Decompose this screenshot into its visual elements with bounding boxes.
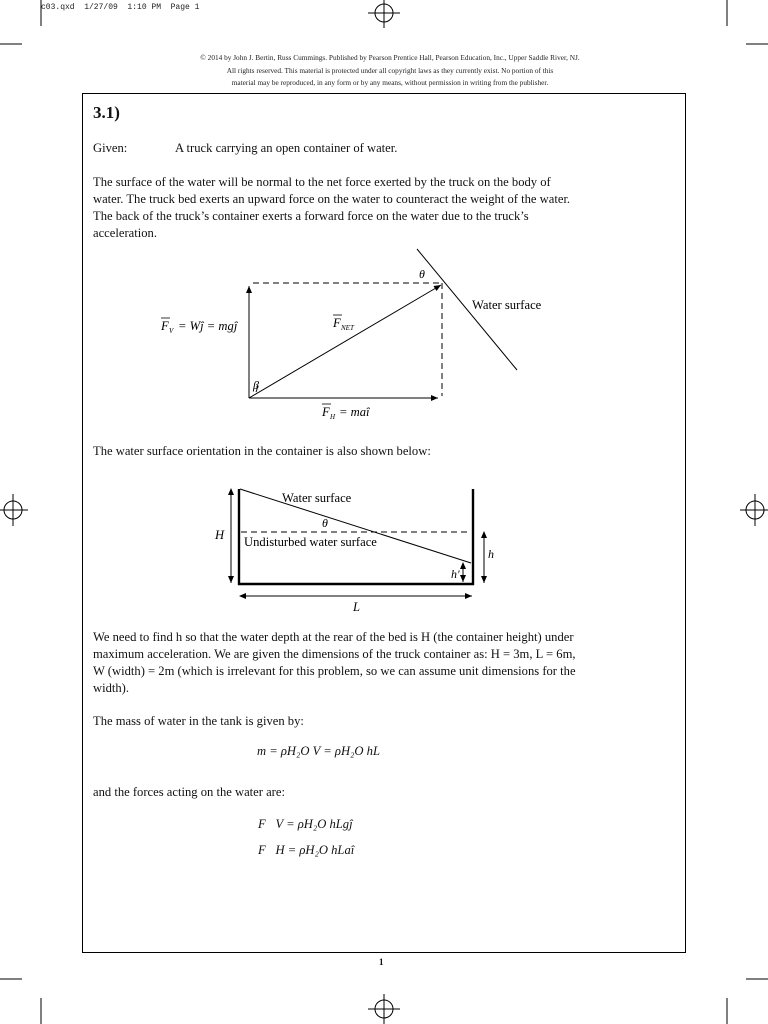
theta-label: θ: [419, 267, 425, 281]
svg-text:V: V: [169, 327, 174, 335]
water-surface-label: Water surface: [472, 298, 542, 312]
paragraph-line: acceleration.: [93, 226, 157, 240]
copyright-line: material may be reproduced, in any form or by any means, without permission in writing from the publisher.: [231, 78, 549, 87]
water-surface-line: [240, 489, 471, 563]
hprime-label: h': [451, 567, 460, 581]
svg-text:H: H: [330, 413, 336, 421]
paragraph-line: We need to find h so that the water depth at the rear of the bed is H (the container height) under: [93, 630, 574, 644]
svg-text:F: F: [322, 405, 330, 419]
paragraph-line: The surface of the water will be normal to the net force exerted by the truck on the body of: [93, 175, 551, 189]
h-label: h: [488, 547, 494, 561]
L-label: L: [353, 600, 361, 614]
water-surface-label: Water surface: [282, 491, 352, 505]
file-slug: c03.qxd 1/27/09 1:10 PM Page 1: [41, 3, 200, 12]
paragraph-mass: The mass of water in the tank is given by:: [93, 714, 304, 728]
svg-text:NET: NET: [341, 324, 354, 332]
paragraph-problem: [93, 629, 576, 697]
paragraph-line: W (width) = 2m (which is irrelevant for this problem, so we can assume unit dimensions for the: [93, 664, 576, 678]
svg-text:= maî: = maî: [339, 405, 370, 419]
paragraph-orientation: The water surface orientation in the container is also shown below:: [93, 444, 431, 458]
svg-text:F: F: [333, 316, 341, 330]
H-label: H: [215, 528, 225, 542]
beta-label: β: [253, 378, 259, 392]
given-label: Given:: [93, 141, 128, 155]
copyright-line: All rights reserved. This material is protected under all copyright laws as they currently exist. No portion of this: [226, 65, 554, 75]
page-number: 1: [379, 957, 384, 967]
section-title: 3.1): [93, 103, 120, 122]
paragraph-line: water. The truck bed exerts an upward force on the water to counteract the weight of the water.: [93, 192, 571, 206]
paragraph-line: The back of the truck’s container exerts a forward force on the water due to the truck’s: [93, 209, 529, 223]
equation-mass: m = ρH₂O V = ρH₂O hL: [257, 744, 380, 758]
given-text: A truck carrying an open container of water.: [175, 141, 398, 155]
svg-text:F: F: [161, 319, 169, 333]
paragraph-line: maximum acceleration. We are given the dimensions of the truck container as: H = 3m, L = 6m,: [93, 647, 576, 661]
paragraph-line: width).: [93, 681, 130, 695]
undisturbed-label: Undisturbed water surface: [244, 535, 377, 549]
equation-fv: F⃗V = ρH₂O hLgĵ: [258, 817, 353, 831]
theta-label: θ: [322, 516, 328, 530]
paragraph-forces: and the forces acting on the water are:: [93, 785, 285, 799]
copyright-line: © 2014 by John J. Bertin, Russ Cummings. Published by Pearson Prentice Hall, Pearson Education, Inc., Upper Saddle River, NJ.: [200, 53, 580, 62]
equation-fh: F⃗H = ρH₂O hLaî: [258, 843, 355, 857]
svg-text:= Wĵ = mgĵ: = Wĵ = mgĵ: [178, 319, 238, 333]
